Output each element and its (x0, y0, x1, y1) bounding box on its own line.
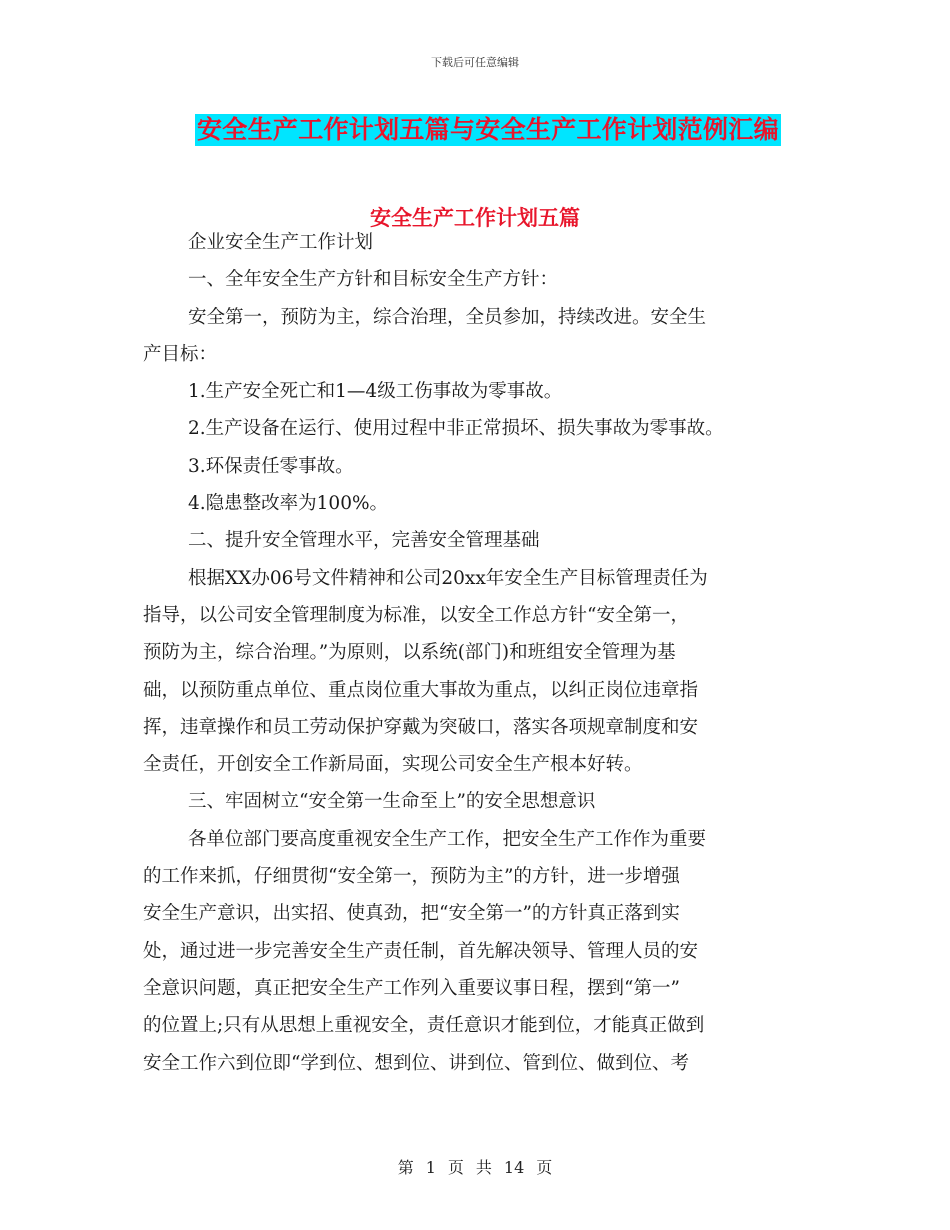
page-label: 第 (397, 1158, 414, 1177)
page-unit: 页 (447, 1158, 464, 1177)
page-footer (0, 1155, 950, 1178)
page-header-note: 下载后可任意编辑 (431, 56, 519, 69)
section-title: 安全生产工作计划五篇 (370, 206, 580, 230)
text-line: 安全第一，预防为主，综合治理，全员参加，持续改进。安全生 (188, 306, 707, 328)
total-pages: 14 (503, 1158, 525, 1177)
text-line: 挥，违章操作和员工劳动保护穿戴为突破口，落实各项规章制度和安 (143, 716, 699, 738)
text-line: 4.隐患整改率为100%。 (188, 493, 389, 515)
text-line: 处，通过进一步完善安全生产责任制，首先解决领导、管理人员的安 (143, 940, 699, 962)
text-line: 企业安全生产工作计划 (188, 232, 374, 253)
text-line: 全意识问题，真正把安全生产工作列入重要议事日程，摆到“第一” (143, 977, 680, 999)
document-body (143, 224, 809, 1082)
total-unit: 页 (536, 1158, 553, 1177)
text-line: 二、提升安全管理水平，完善安全管理基础 (188, 530, 540, 552)
text-line: 预防为主，综合治理。”为原则，以系统(部门)和班组安全管理为基 (143, 642, 676, 664)
text-line: 一、全年安全生产方针和目标安全生产方针： (188, 269, 559, 291)
text-line: 的位置上;只有从思想上重视安全，责任意识才能到位，才能真正做到 (143, 1015, 705, 1037)
text-line: 安全生产意识，出实招、使真劲，把“安全第一”的方针真正落到实 (143, 903, 680, 925)
text-line: 2.生产设备在运行、使用过程中非正常损坏、损失事故为零事故。 (188, 418, 724, 440)
page-number: 1 (425, 1158, 436, 1177)
text-line: 的工作来抓，仔细贯彻“安全第一，预防为主”的方针，进一步增强 (143, 866, 680, 888)
document-title: 安全生产工作计划五篇与安全生产工作计划范例汇编 (197, 115, 779, 144)
text-line: 础，以预防重点单位、重点岗位重大事故为重点，以纠正岗位违章指 (143, 679, 699, 701)
total-label: 共 (475, 1158, 492, 1177)
text-line: 安全工作六到位即“学到位、想到位、讲到位、管到位、做到位、考 (143, 1052, 689, 1074)
text-line: 全责任，开创安全工作新局面，实现公司安全生产根本好转。 (143, 754, 643, 776)
text-line: 三、牢固树立“安全第一生命至上”的安全思想意识 (188, 791, 596, 813)
text-line: 1.生产安全死亡和1—4级工伤事故为零事故。 (188, 381, 563, 403)
text-line: 根据XX办06号文件精神和公司20xx年安全生产目标管理责任为 (188, 567, 708, 589)
text-line: 3.环保责任零事故。 (188, 455, 354, 477)
text-line: 指导，以公司安全管理制度为标准，以安全工作总方针“安全第一， (143, 604, 689, 626)
text-line: 各单位部门要高度重视安全生产工作，把安全生产工作作为重要 (188, 828, 707, 850)
text-line: 产目标： (143, 343, 218, 365)
